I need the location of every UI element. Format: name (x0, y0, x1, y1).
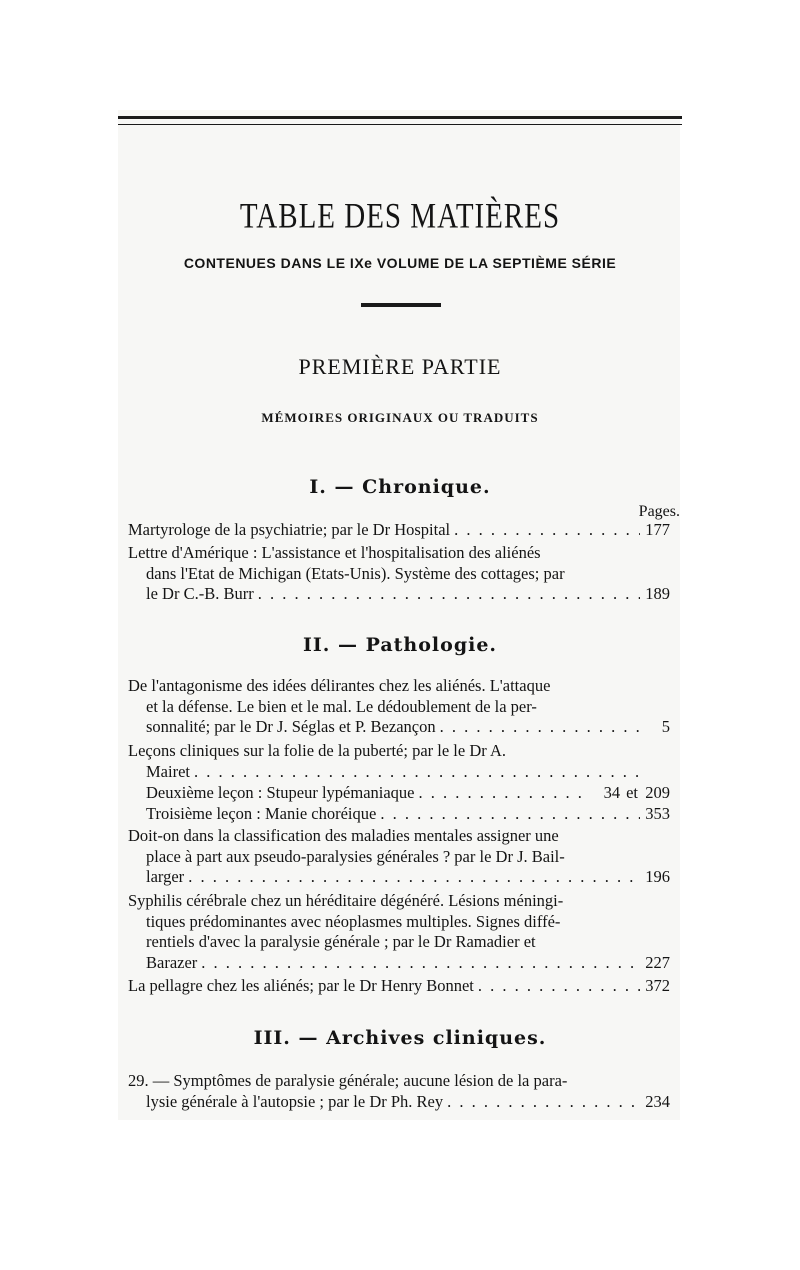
entry-text: Deuxième leçon : Stupeur lypémaniaque (146, 783, 415, 802)
entry-text: Mairet (146, 761, 190, 781)
toc-entry[interactable] (128, 520, 670, 541)
page-number: 209 (645, 783, 670, 802)
dot-leader (194, 762, 640, 783)
dot-leader (447, 1092, 640, 1113)
entry-text: Barazer (146, 952, 198, 972)
dot-leader (201, 953, 640, 974)
dot-leader (419, 783, 589, 804)
toc-entry[interactable] (128, 891, 670, 973)
dot-leader (188, 867, 640, 888)
page-subtitle: CONTENUES DANS LE IXe VOLUME DE LA SEPTIÈME SÉRIE (183, 255, 617, 271)
part-subtitle: MÉMOIRES ORIGINAUX OU TRADUITS (261, 410, 539, 425)
entry-text: et la défense. Le bien et le mal. Le dédoublement de la per- (146, 696, 537, 716)
page-number: 177 (645, 520, 670, 539)
conjunction-text: et (626, 783, 638, 802)
entry-text: Leçons cliniques sur la folie de la puberté; par le le Dr A. (128, 741, 506, 760)
toc-entry[interactable] (128, 783, 670, 804)
dot-leader (258, 584, 640, 605)
dot-leader (454, 520, 640, 541)
page-number: 234 (645, 1091, 670, 1111)
page-number: 196 (645, 867, 670, 886)
toc-entry[interactable] (128, 826, 670, 888)
pages-column-label: Pages. (638, 503, 680, 520)
part-title: PREMIÈRE PARTIE (298, 354, 502, 379)
page-number (644, 762, 670, 783)
toc-entry[interactable] (128, 804, 670, 825)
entry-text: place à part aux pseudo-paralysies générales ? par le Dr J. Bail- (146, 846, 565, 866)
entry-text: larger (146, 867, 185, 886)
entry-text: Syphilis cérébrale chez un héréditaire dégénéré. Lésions méningi- (128, 891, 564, 910)
page-number: 189 (645, 584, 670, 603)
top-rule-thick (118, 116, 682, 119)
section-heading-archives-cliniques: III. — Archives cliniques. (253, 1027, 547, 1049)
entry-text: Lettre d'Amérique : L'assistance et l'hospitalisation des aliénés (128, 543, 541, 562)
dot-leader (380, 804, 640, 825)
entry-text: sonnalité; par le Dr J. Séglas et P. Bezançon (146, 717, 436, 736)
entry-text: Doit-on dans la classification des maladies mentales assigner une (128, 826, 559, 845)
entry-text: Martyrologe de la psychiatrie; par le Dr Hospital (128, 520, 451, 539)
section-heading-chronique: I. — Chronique. (309, 476, 491, 498)
dot-leader (478, 976, 640, 997)
toc-entry[interactable] (128, 741, 670, 782)
entry-text: dans l'Etat de Michigan (Etats-Unis). Système des cottages; par (146, 563, 565, 583)
entry-text: Troisième leçon : Manie choréique (146, 804, 377, 823)
page-number: 353 (645, 804, 670, 823)
dot-leader (440, 717, 640, 738)
entry-text: 29. — Symptômes de paralysie générale; aucune lésion de la para- (128, 1071, 568, 1090)
toc-entry[interactable] (128, 1071, 670, 1112)
divider-rule (361, 303, 441, 307)
page-number: 34 (603, 783, 621, 802)
page-number: 227 (645, 952, 670, 972)
entry-text: La pellagre chez les aliénés; par le Dr Henry Bonnet (128, 976, 474, 995)
toc-entry[interactable] (128, 543, 670, 605)
entry-text: le Dr C.-B. Burr (146, 584, 254, 603)
toc-entry[interactable] (128, 976, 670, 997)
section-heading-pathologie: II. — Pathologie. (302, 634, 498, 656)
page-number: 5 (661, 717, 670, 736)
entry-text: lysie générale à l'autopsie ; par le Dr Ph. Rey (146, 1091, 444, 1111)
page-title: TABLE DES MATIÈRES (239, 196, 561, 236)
toc-entry[interactable] (128, 676, 670, 738)
entry-text: rentiels d'avec la paralysie générale ; par le Dr Ramadier et (146, 932, 536, 951)
entry-text: tiques prédominantes avec néoplasmes multiples. Signes diffé- (146, 911, 561, 931)
top-rule-thin (118, 124, 682, 125)
entry-text: De l'antagonisme des idées délirantes chez les aliénés. L'attaque (128, 676, 551, 695)
page-number: 372 (645, 976, 670, 995)
